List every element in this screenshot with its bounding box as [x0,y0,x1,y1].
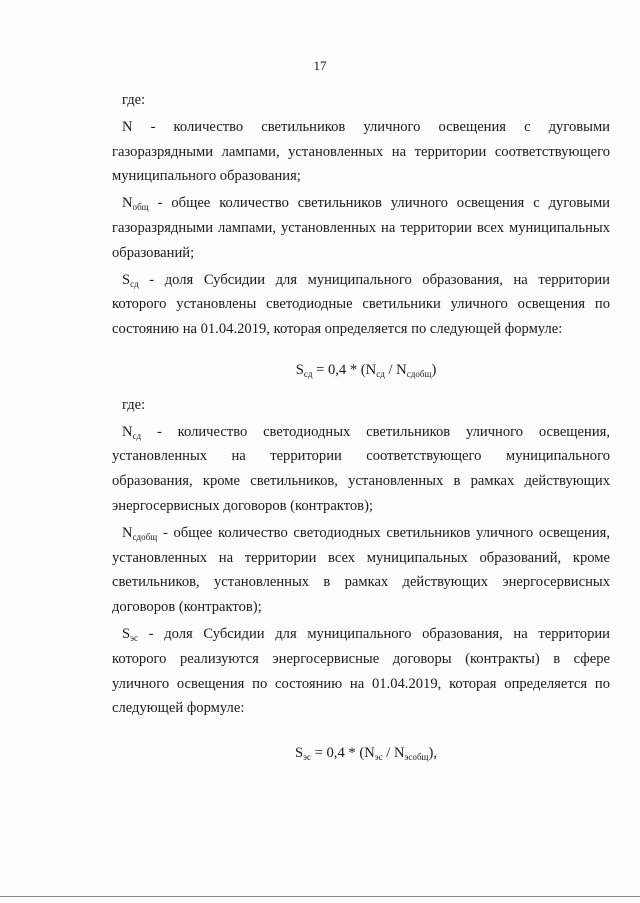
formula-1-lhs-subscript: сд [303,368,313,379]
definition-n-sdobsh [112,521,610,620]
definition-s-sd-text: - доля Субсидии для муниципального образования, на территории которого установлены светодиодные светильники уличного освещения по состоянию на 01.04.2019, которая определяется по следующей формуле: [112,271,610,338]
symbol-s-es-subscript: эс [130,632,139,643]
symbol-n-sdobsh-subscript: сдобщ [132,531,158,542]
formula-1-middle: = 0,4 * (N [312,361,377,378]
definition-n-obsh-text: - общее количество светильников уличного освещения с дуговыми газоразрядными лампами, установленных на территории всех муниципальных образований; [112,195,610,261]
formula-1-slash: / N [384,361,407,378]
symbol-s-sd: S [122,271,131,288]
formula-2-slash: / N [382,745,405,762]
definition-n [112,115,610,189]
definition-n-sd-text: - количество светодиодных светильников уличного освещения, установленных на территории соответствующего муниципального образования, кроме светильников, установленных в рамках действующих энергосервисных договоров (контрактов); [112,423,610,514]
symbol-n-sd-subscript: сд [132,430,142,441]
document-body [112,88,610,776]
definition-s-sd [112,268,610,342]
definition-s-es-text: - доля Субсидии для муниципального образования, на территории которого реализуются энергосервисные договоры (контракты) в сфере уличного освещения по состоянию на 01.04.2019, которая определяется по следующей формуле: [112,625,610,717]
formula-2-lhs-subscript: эс [303,752,311,763]
definition-n-text: - количество светильников уличного освещения с дуговыми газоразрядными лампами, установленных на территории соответствующего муниципального образования; [112,118,610,185]
definition-s-es [112,622,610,721]
definition-n-obsh [112,191,610,265]
definition-n-sdobsh-text: - общее количество светодиодных светильников уличного освещения, установленных на территории всех муниципальных образований, кроме светильников, установленных в рамках действующих энергосервисных договоров (контрактов); [112,524,610,616]
formula-1-end: ) [431,361,437,378]
symbol-n-obsh-subscript: общ [132,202,149,213]
symbol-n-obsh: N [122,195,133,212]
formula-2-lhs: S [294,745,304,762]
definition-n-sd [112,420,610,519]
formula-1-numerator-subscript: сд [376,368,385,379]
where-label-2: где: [122,396,146,413]
symbol-n-sdobsh: N [122,524,133,541]
symbol-n-sd: N [122,423,133,440]
page-number: 17 [313,58,327,73]
symbol-s-es: S [122,625,131,642]
formula-2-end: ), [428,745,438,762]
formula-1-denominator-subscript: сдобщ [406,368,432,379]
formula-2-numerator-subscript: эс [374,752,383,763]
formula-s-es [112,741,610,766]
formula-s-sd [112,358,610,383]
symbol-n: N [122,118,133,135]
where-label-1: где: [122,92,146,108]
formula-2-middle: = 0,4 * (N [310,745,375,762]
symbol-s-sd-subscript: сд [130,278,139,289]
formula-2-denominator-subscript: эсобщ [404,752,429,763]
formula-1-lhs: S [295,361,304,378]
